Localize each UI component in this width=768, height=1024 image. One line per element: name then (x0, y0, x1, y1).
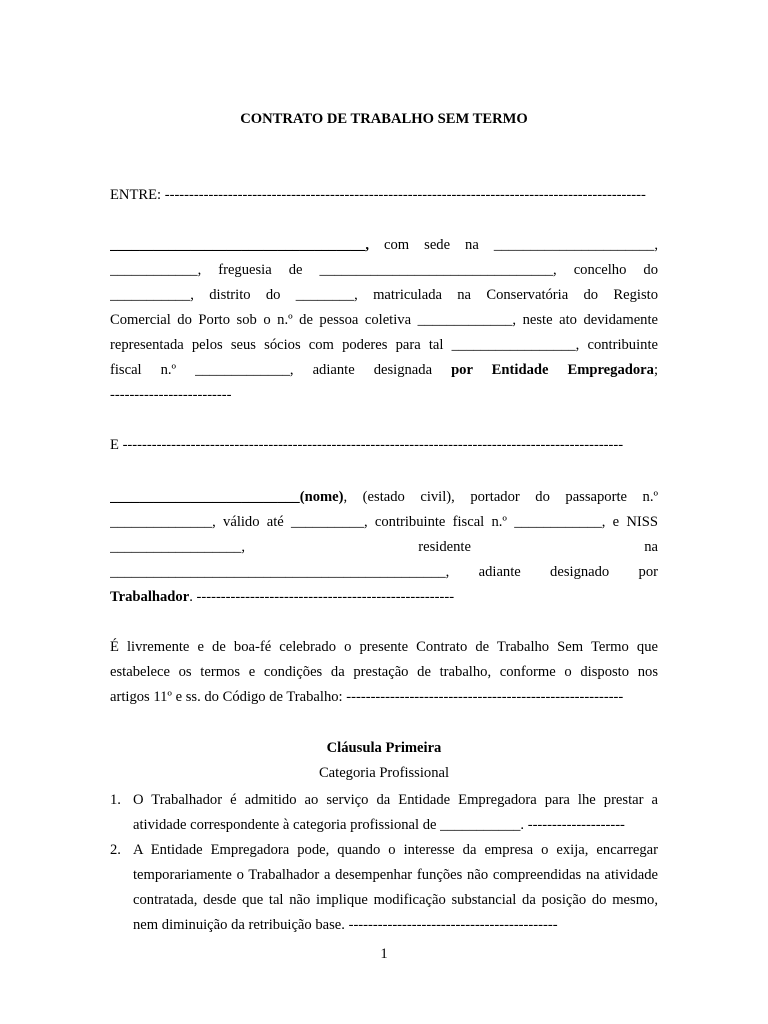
intro-line-1: É livremente e de boa-fé celebrado o presente Contrato de Trabalho Sem Termo que (110, 639, 658, 655)
employer-designation: por Entidade Empregadora (451, 362, 654, 378)
clause-item-text: A Entidade Empregadora pode, quando o interesse da empresa o exija, encarregar temporariamente o Trabalhador a desempenhar funções não compreendidas na atividade contratada, desde que tal não implique modificação substancial da posição do mesmo, nem diminuição da retribuição base. ------------------------------------------- (133, 842, 658, 933)
clause-list (110, 788, 658, 938)
worker-nome: (nome) (299, 489, 344, 505)
employer-line-7: ------------------------- (110, 387, 232, 403)
employer-line-4: Comercial do Porto sob o n.º de pessoa coletiva _____________, neste ato devidamente (110, 312, 658, 328)
employer-name-blank: ___________________________________, (110, 237, 370, 253)
employer-line-1: ___________________________________, com sede na ______________________, (110, 237, 658, 253)
clause-item (110, 838, 658, 938)
worker-line-1: __________________________(nome), (estado civil), portador do passaporte n.º (110, 489, 658, 505)
worker-designation: Trabalhador (110, 589, 190, 605)
employer-line-6: fiscal n.º _____________, adiante designada por Entidade Empregadora; (110, 362, 658, 378)
worker-name-blank: __________________________ (110, 489, 300, 505)
worker-line-5: Trabalhador. ----------------------------------------------------- (110, 589, 455, 605)
worker-line-2: ______________, válido até __________, contribuinte fiscal n.º ____________, e NISS (110, 514, 658, 530)
employer-line-2: ____________, freguesia de ________________________________, concelho do (110, 262, 658, 278)
worker-line-3: __________________, residente na (110, 539, 658, 555)
employer-line-3: ___________, distrito do ________, matriculada na Conservatória do Registo (110, 287, 658, 303)
clause-item-number: 1. (110, 792, 121, 808)
worker-paragraph (110, 485, 658, 610)
e-line: E ------------------------------------------------------------------------------------------------------- (110, 437, 624, 453)
document-title: CONTRATO DE TRABALHO SEM TERMO (240, 111, 528, 127)
intro-line-3: artigos 11º e ss. do Código de Trabalho: --------------------------------------------------------- (110, 689, 624, 705)
clause-subheading: Categoria Profissional (318, 765, 450, 781)
employer-paragraph (110, 233, 658, 408)
clause-item-text: O Trabalhador é admitido ao serviço da Entidade Empregadora para lhe prestar a atividade correspondente à categoria profissional de ___________. -------------------- (133, 792, 658, 833)
worker-line-4: ______________________________________________, adiante designado por (110, 564, 658, 580)
clause-item (110, 788, 658, 838)
intro-line-2: estabelece os termos e condições da prestação de trabalho, conforme o disposto nos (110, 664, 658, 680)
page-number: 1 (380, 946, 388, 962)
clause-item-number: 2. (110, 842, 121, 858)
clause-heading: Cláusula Primeira (326, 740, 442, 756)
employer-line-5: representada pelos seus sócios com poderes para tal _________________, contribuinte (110, 337, 658, 353)
intro-paragraph (110, 635, 658, 710)
entre-line: ENTRE: --------------------------------------------------------------------------------------------------- (110, 187, 646, 203)
